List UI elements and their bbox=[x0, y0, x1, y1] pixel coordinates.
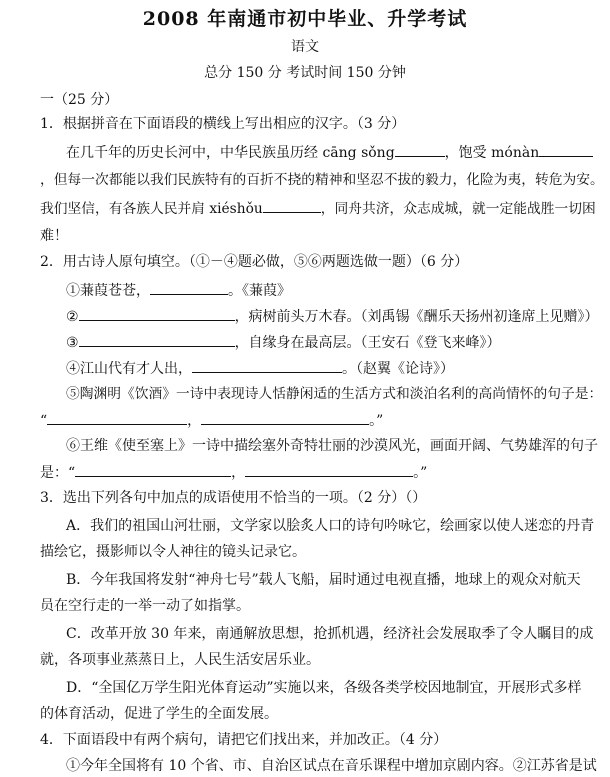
q2-blank-6b[interactable] bbox=[245, 462, 413, 477]
q1-line1-text-b: ，饱受 mónàn bbox=[444, 145, 540, 161]
q1-line2: ，但每一次都能以我们民族特有的百折不挠的精神和坚忍不拔的毅力，化险为夷，转危为安。 bbox=[40, 172, 604, 188]
q2-item-3-text-a: ③ bbox=[66, 335, 79, 351]
q2-item-5: ⑤陶渊明《饮酒》一诗中表现诗人恬静闲适的生活方式和淡泊名利的高尚情怀的句子是： bbox=[66, 386, 603, 402]
q2-item-3-text-b: ，自缘身在最高层。（王安石《登飞来峰》） bbox=[234, 335, 501, 351]
q4-stem: 4．下面语段中有两个病句，请把它们找出来，并加改正。（4 分） bbox=[40, 732, 448, 748]
q3-option-a-line1: A．我们的祖国山河壮丽，文学家以脍炙人口的诗句吟咏它，绘画家以使人迷恋的丹青 bbox=[66, 518, 595, 534]
q3-stem: 3．选出下列各句中加点的成语使用不恰当的一项。（2 分）（） bbox=[40, 490, 427, 506]
q2-item-4-text-a: ④江山代有才人出， bbox=[66, 361, 192, 377]
q2-item-2-text-a: ② bbox=[66, 309, 79, 325]
q3-option-a-line2: 描绘它，摄影师以令人神往的镜头记录它。 bbox=[40, 544, 306, 560]
q2-stem: 2．用古诗人原句填空。（①－④题必做，⑤⑥两题选做一题）（6 分） bbox=[40, 254, 469, 270]
q2-blank-5a[interactable] bbox=[47, 410, 187, 425]
q1-line1 bbox=[66, 142, 593, 163]
q2-blank-2[interactable] bbox=[79, 306, 235, 321]
q2-item-1-text-a: ①蒹葭苍苍， bbox=[66, 283, 150, 299]
q1-line3-text-b: ，同舟共济，众志成城，就一定能战胜一切困 bbox=[320, 201, 596, 217]
q4-line1: ①今年全国将有 10 个省、市、自治区试点在音乐课程中增加京剧内容。②江苏省是试 bbox=[66, 758, 597, 774]
section-one-heading: 一（25 分） bbox=[40, 92, 119, 108]
q2-blank-6a[interactable] bbox=[75, 462, 231, 477]
q1-stem: 1．根据拼音在下面语段的横线上写出相应的汉字。（3 分） bbox=[40, 116, 406, 132]
q2-item-5-answer bbox=[40, 410, 383, 431]
q2-item-2-text-b: ，病树前头万木春。（刘禹锡《酬乐天扬州初逢席上见赠》） bbox=[234, 309, 599, 325]
q2-item-6-comma: ， bbox=[231, 465, 246, 481]
q2-item-1 bbox=[66, 280, 291, 301]
q1-blank-2[interactable] bbox=[539, 142, 593, 157]
q2-item-2 bbox=[66, 306, 599, 327]
q3-option-d-line2: 的体育活动，促进了学生的全面发展。 bbox=[40, 706, 278, 722]
q2-item-5-close-quote: 。” bbox=[369, 413, 384, 429]
exam-subject: 语文 bbox=[291, 39, 319, 55]
q1-line3-text-a: 我们坚信，有各族人民并肩 xiéshǒu bbox=[40, 201, 263, 217]
q2-item-5-comma: ， bbox=[187, 413, 202, 429]
q2-item-3 bbox=[66, 332, 501, 353]
q2-blank-4[interactable] bbox=[192, 358, 342, 373]
q1-line1-text-a: 在几千年的历史长河中，中华民族虽历经 cāng sǒng bbox=[66, 145, 395, 161]
exam-meta: 总分 150 分 考试时间 150 分钟 bbox=[204, 65, 406, 81]
q2-item-6: ⑥王维《使至塞上》一诗中描绘塞外奇特壮丽的沙漠风光，画面开阔、气势雄浑的句子 bbox=[66, 438, 598, 454]
q2-item-6-close-quote: 。” bbox=[413, 465, 428, 481]
q2-item-4 bbox=[66, 358, 454, 379]
q2-blank-5b[interactable] bbox=[201, 410, 369, 425]
q2-item-1-text-b: 。《蒹葭》 bbox=[228, 283, 291, 299]
q2-item-5-open-quote: “ bbox=[40, 413, 48, 429]
q1-line3 bbox=[40, 198, 596, 219]
q2-item-6-answer bbox=[40, 462, 427, 483]
q2-item-4-text-b: 。（赵翼《论诗》） bbox=[342, 361, 454, 377]
q2-item-6-prefix: 是：“ bbox=[40, 465, 76, 481]
q3-option-c-line1: C．改革开放 30 年来，南通解放思想，抢抓机遇，经济社会发展取季了令人瞩目的成 bbox=[66, 626, 594, 642]
q1-blank-3[interactable] bbox=[263, 198, 321, 213]
q1-line4: 难！ bbox=[40, 228, 68, 244]
q3-option-c-line2: 就，各项事业蒸蒸日上，人民生活安居乐业。 bbox=[40, 652, 320, 668]
q3-option-b-line1: B．今年我国将发射“神舟七号”载人飞船，届时通过电视直播，地球上的观众对航天 bbox=[66, 572, 581, 588]
q2-blank-3[interactable] bbox=[79, 332, 235, 347]
q3-option-b-line2: 员在空行走的一举一动了如指掌。 bbox=[40, 598, 250, 614]
q2-blank-1[interactable] bbox=[150, 280, 228, 295]
q3-option-d-line1: D．“全国亿万学生阳光体育运动”实施以来，各级各类学校因地制宜，开展形式多样 bbox=[66, 680, 582, 696]
q1-blank-1[interactable] bbox=[395, 142, 445, 157]
exam-title: 2008 年南通市初中毕业、升学考试 bbox=[142, 8, 468, 30]
